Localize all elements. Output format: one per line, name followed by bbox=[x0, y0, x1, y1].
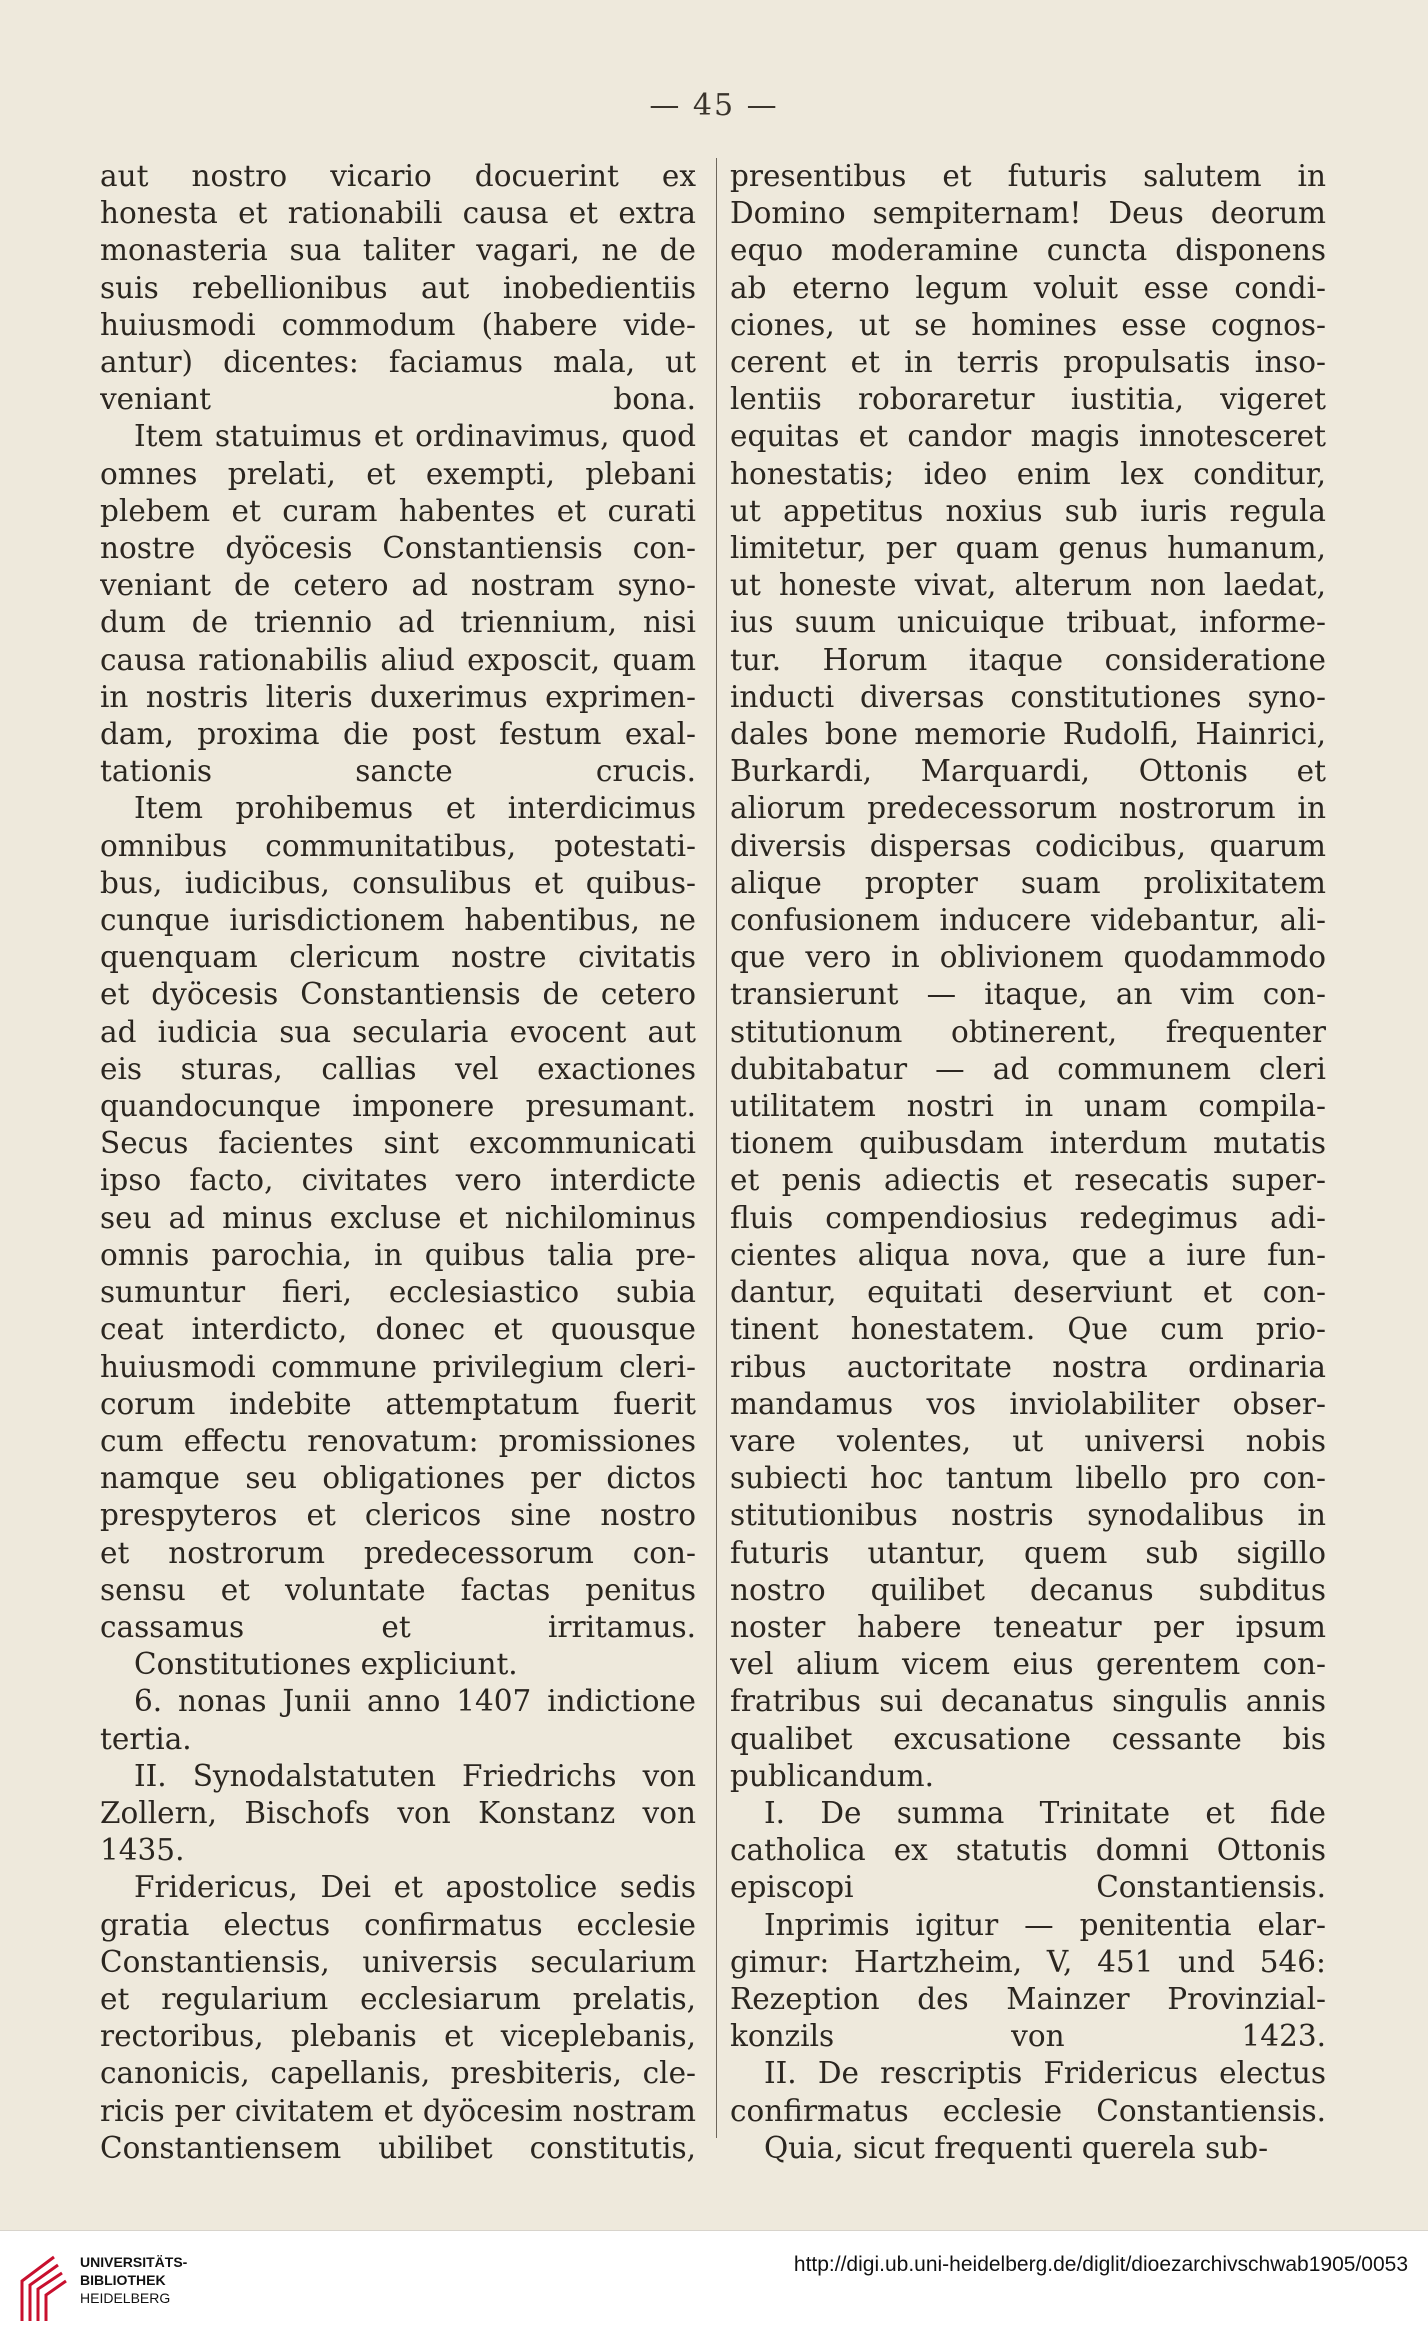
paragraph: Quia, sicut frequenti querela sub- bbox=[764, 2130, 1269, 2165]
column-divider bbox=[716, 158, 717, 2138]
source-url-link[interactable]: http://digi.ub.uni-heidelberg.de/diglit/dioezarchivschwab1905/0053 bbox=[793, 2253, 1408, 2276]
paragraph: Fridericus, Dei et apostolice sedis gratia electus confirmatus ecclesie Constantiensis, universis secularium et regularium ecclesiarum prelatis, rectoribus, plebanis et viceplebanis, canonicis, capellanis, presbiteris, cle- ricis per civitatem et dyöcesim nostram Constantiensem ubilibet constitutis, bbox=[100, 1870, 696, 2165]
paragraph: Constitutiones expliciunt. bbox=[134, 1647, 518, 1682]
section-heading: II. De rescriptis Fridericus electus confirmatus ecclesie Constantiensis. bbox=[730, 2056, 1326, 2128]
paragraph: 6. nonas Junii anno 1407 indictione tertia. bbox=[100, 1684, 696, 1756]
library-name bbox=[80, 2253, 187, 2307]
section-heading: I. De summa Trinitate et fide catholica ex statutis domni Ottonis episcopi Constantiensis. bbox=[730, 1795, 1326, 1905]
paragraph: Item prohibemus et interdicimus omnibus communitatibus, potestati- bus, iudicibus, consulibus et quibus- cunque iurisdictionem habentibus, ne quenquam clericum nostre civitatis et dyöcesis Constantiensis de cetero ad iudicia sua secularia evocent aut eis sturas, callias vel exactiones quandocunque imponere presumant. Secus facientes sint excommunicati ipso facto, civitates vero interdicte seu ad minus excluse et nichilominus omnis parochia, in quibus talia pre- sumuntur fieri, ecclesiastico subia ceat interdicto, donec et quousque huiusmodi commune privilegium cleri- corum indebite attemptatum fuerit cum effectu renovatum: promissiones namque seu obligationes per dictos prespyteros et clericos sine nostro et nostrorum predecessorum con- sensu et voluntate factas penitus cassamus et irritamus. bbox=[100, 791, 696, 1644]
library-name-line: UNIVERSITÄTS- bbox=[80, 2254, 188, 2270]
section-heading: II. Synodalstatuten Friedrichs von Zollern, Bischofs von Konstanz von 1435. bbox=[100, 1758, 696, 1868]
page-number: — 45 — bbox=[649, 88, 779, 123]
paragraph: Inprimis igitur — penitentia elar- gimur: Hartzheim, V, 451 und 546: Rezeption des Mainzer Provinzial- konzils von 1423. bbox=[730, 1907, 1326, 2054]
paragraph: Item statuimus et ordinavimus, quod omnes prelati, et exempti, plebani plebem et curam habentes et curati nostre dyöcesis Constantiensis con- veniant de cetero ad nostram syno- dum de triennio ad triennium, nisi causa rationabilis aliud exposcit, quam in nostris literis duxerimus exprimen- dam, proxima die post festum exal- tationis sancte crucis. bbox=[100, 419, 696, 789]
library-name-line: BIBLIOTHEK bbox=[80, 2272, 166, 2288]
paragraph: aut nostro vicario docuerint ex honesta et rationabili causa et extra monasteria sua taliter vagari, ne de suis rebellionibus aut inobedientiis huiusmodi commodum (habere vide- antur) dicentes: faciamus mala, ut veniant bona. bbox=[100, 159, 696, 417]
footer-bar bbox=[0, 2230, 1428, 2340]
right-column bbox=[730, 158, 1326, 2167]
library-name-line: HEIDELBERG bbox=[80, 2290, 171, 2306]
paragraph: presentibus et futuris salutem in Domino sempiternam! Deus deorum equo moderamine cuncta disponens ab eterno legum voluit esse condi- ciones, ut se homines esse cognos- cerent et in terris propulsatis inso- lentiis roboraretur iustitia, vigeret equitas et candor magis innotesceret honestatis; ideo enim lex conditur, ut appetitus noxius sub iuris regula limitetur, per quam genus humanum, ut honeste vivat, alterum non laedat, ius suum unicuique tribuat, informe- tur. Horum itaque consideratione inducti diversas constitutiones syno- dales bone memorie Rudolfi, Hainrici, Burkardi, Marquardi, Ottonis et aliorum predecessorum nostrorum in diversis dispersas codicibus, quarum alique propter suam prolixitatem confusionem inducere videbantur, ali- que vero in oblivionem quodammodo transierunt — itaque, an vim con- stitutionum obtinerent, frequenter dubitabatur — ad communem cleri utilitatem nostri in unam compila- tionem quibusdam interdum mutatis et penis adiectis et resecatis super- fluis compendiosius redegimus adi- cientes aliqua nova, que a iure fun- dantur, equitati deserviunt et con- tinent honestatem. Que cum prio- ribus auctoritate nostra ordinaria mandamus vos inviolabiliter obser- vare volentes, ut universi nobis subiecti hoc tantum libello pro con- stitutionibus nostris synodalibus in futuris utantur, quem sub sigillo nostro quilibet decanus subditus noster habere teneatur per ipsum vel alium vicem eius gerentem con- fratribus sui decanatus singulis annis qualibet excusatione cessante bis publicandum. bbox=[730, 159, 1326, 1793]
library-logo-icon bbox=[14, 2251, 72, 2325]
left-column bbox=[100, 158, 696, 2167]
